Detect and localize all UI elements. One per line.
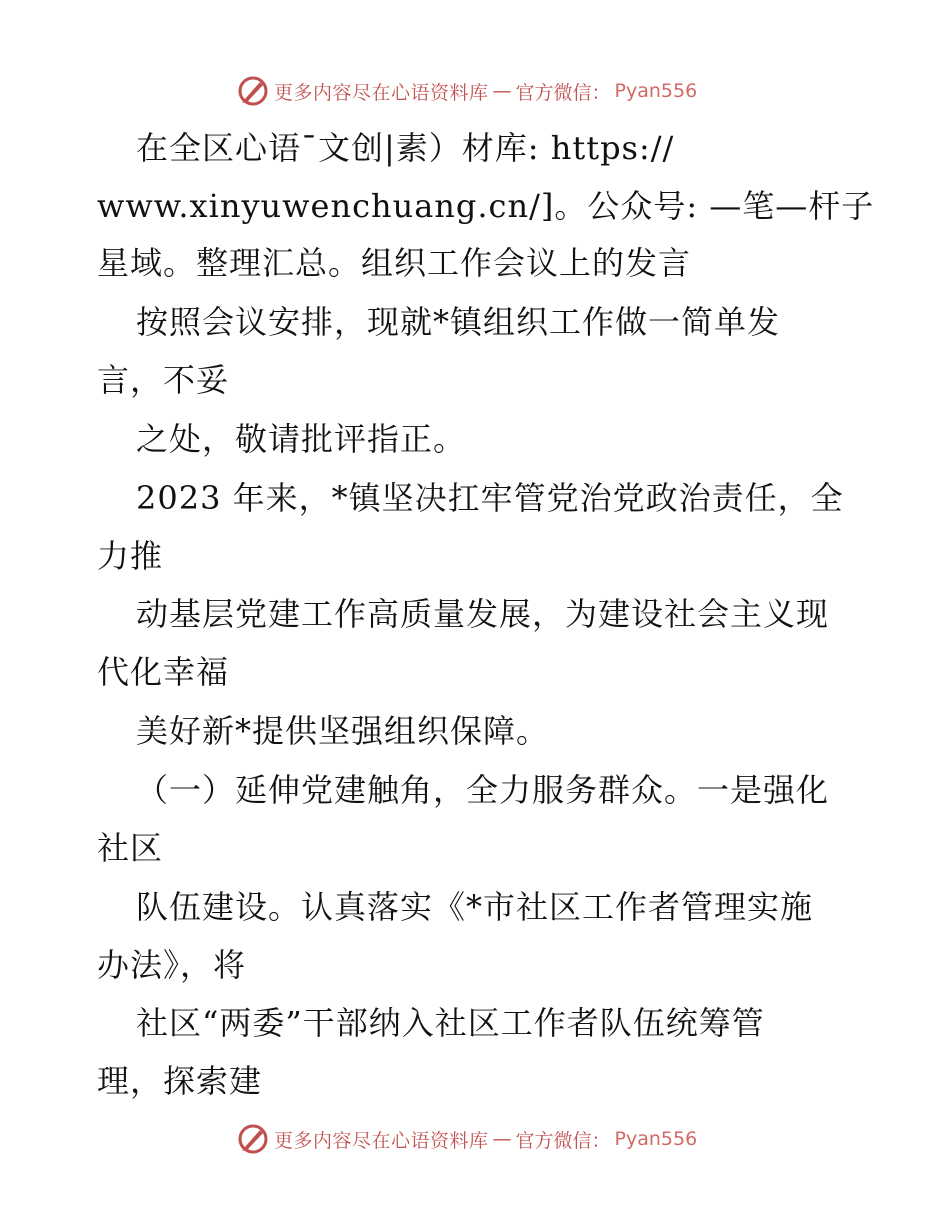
pen-circle-logo-icon xyxy=(236,1122,270,1156)
watermark-dash: — xyxy=(492,1128,512,1150)
body-line: 力推 xyxy=(97,537,164,575)
watermark-brand-text: 更多内容尽在心语资料库 xyxy=(274,81,489,104)
body-line: 办法》，将 xyxy=(97,946,247,984)
body-line: 动基层党建工作高质量发展，为建设社会主义现 xyxy=(136,595,830,633)
body-line: 美好新*提供坚强组织保障。 xyxy=(136,712,550,750)
watermark-wechat-label: 官方微信： xyxy=(515,81,611,104)
watermark-brand-text: 更多内容尽在心语资料库 xyxy=(274,1129,489,1152)
body-line: 星域。整理汇总。组织工作会议上的发言 xyxy=(97,244,692,282)
body-line: 代化幸福 xyxy=(97,653,230,691)
body-line: 队伍建设。认真落实《*市社区工作者管理实施 xyxy=(136,888,814,926)
body-line: 理，探索建 xyxy=(97,1062,263,1100)
body-line: 2023 年来，*镇坚决扛牢管党治党政治责任，全 xyxy=(136,479,844,517)
watermark-wechat-id: Pyan556 xyxy=(614,80,698,102)
body-line: 在全区心语¯文创|素）材库: https:// xyxy=(136,129,675,167)
body-line: 言，不妥 xyxy=(97,361,230,399)
watermark-dash: — xyxy=(492,80,512,102)
watermark-wechat-id: Pyan556 xyxy=(614,1128,698,1150)
body-line: www.xinyuwenchuang.cn/]。公众号: —笔—杆子 xyxy=(97,187,875,225)
body-line: 社区“两委”干部纳入社区工作者队伍统筹管 xyxy=(136,1004,765,1042)
body-line: 按照会议安排，现就*镇组织工作做一简单发 xyxy=(136,303,781,341)
watermark-footer xyxy=(236,1122,697,1156)
body-line: 之处，敬请批评指正。 xyxy=(136,420,467,458)
watermark-wechat-label: 官方微信： xyxy=(515,1129,611,1152)
body-line: 社区 xyxy=(97,829,164,867)
body-line: （一）延伸党建触角，全力服务群众。一是强化 xyxy=(136,771,830,809)
